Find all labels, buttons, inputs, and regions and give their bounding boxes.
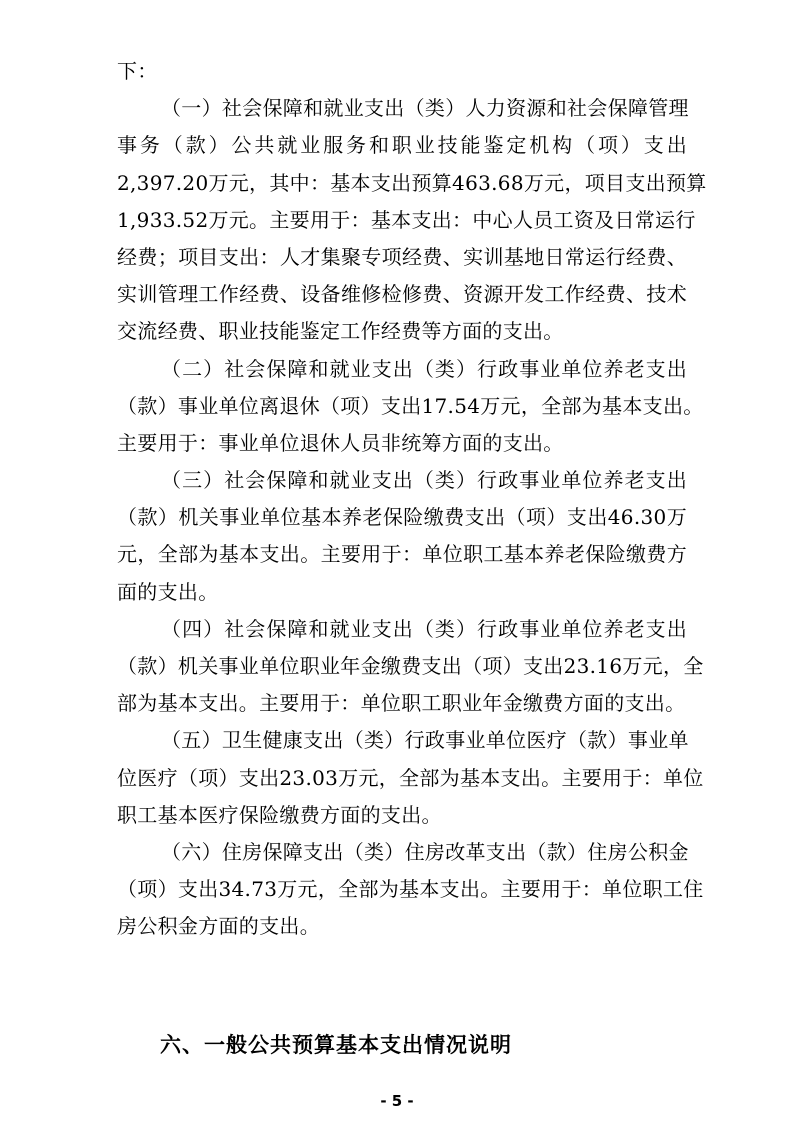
text-line: 经费；项目支出：人才集聚专项经费、实训基地日常运行经费、 bbox=[117, 244, 687, 269]
text-line: 职工基本医疗保险缴费方面的支出。 bbox=[117, 802, 442, 827]
text-line: （项）支出34.73万元，全部为基本支出。主要用于：单位职工住 bbox=[117, 877, 704, 902]
text-line: 面的支出。 bbox=[117, 579, 219, 604]
text-line: 位医疗（项）支出23.03万元，全部为基本支出。主要用于：单位 bbox=[117, 765, 704, 790]
text-line: 2,397.20万元，其中：基本支出预算463.68万元，项目支出预算 bbox=[117, 170, 707, 195]
text-line: 交流经费、职业技能鉴定工作经费等方面的支出。 bbox=[117, 319, 564, 344]
text-line: （四）社会保障和就业支出（类）行政事业单位养老支出 bbox=[161, 616, 687, 641]
text-line: 下： bbox=[117, 59, 158, 83]
text-line: （款）机关事业单位职业年金缴费支出（项）支出23.16万元，全 bbox=[117, 654, 704, 678]
text-line: 元，全部为基本支出。主要用于：单位职工基本养老保险缴费方 bbox=[117, 542, 687, 567]
text-line: 1,933.52万元。主要用于：基本支出：中心人员工资及日常运行 bbox=[117, 207, 696, 232]
text-line: 房公积金方面的支出。 bbox=[117, 914, 320, 939]
text-line: 实训管理工作经费、设备维修检修费、资源开发工作经费、技术 bbox=[117, 282, 687, 307]
text-line: （六）住房保障支出（类）住房改革支出（款）住房公积金 bbox=[161, 839, 689, 864]
text-line: 主要用于：事业单位退休人员非统筹方面的支出。 bbox=[117, 430, 564, 455]
text-line: （款）事业单位离退休（项）支出17.54万元，全部为基本支出。 bbox=[117, 393, 704, 418]
text-line: 部为基本支出。主要用于：单位职工职业年金缴费方面的支出。 bbox=[117, 691, 686, 716]
text-line: （一）社会保障和就业支出（类）人力资源和社会保障管理 bbox=[161, 96, 689, 121]
text-line: （三）社会保障和就业支出（类）行政事业单位养老支出 bbox=[161, 468, 687, 493]
section-heading: 六、一般公共预算基本支出情况说明 bbox=[160, 1033, 512, 1057]
text-line: （五）卫生健康支出（类）行政事业单位医疗（款）事业单 bbox=[161, 728, 689, 753]
body-text bbox=[117, 53, 707, 946]
text-line: 事务（款）公共就业服务和职业技能鉴定机构（项）支出 bbox=[117, 133, 687, 158]
page-number: - 5 - bbox=[380, 1092, 414, 1110]
text-line: （款）机关事业单位基本养老保险缴费支出（项）支出46.30万 bbox=[117, 505, 687, 530]
text-line: （二）社会保障和就业支出（类）行政事业单位养老支出 bbox=[161, 356, 687, 381]
